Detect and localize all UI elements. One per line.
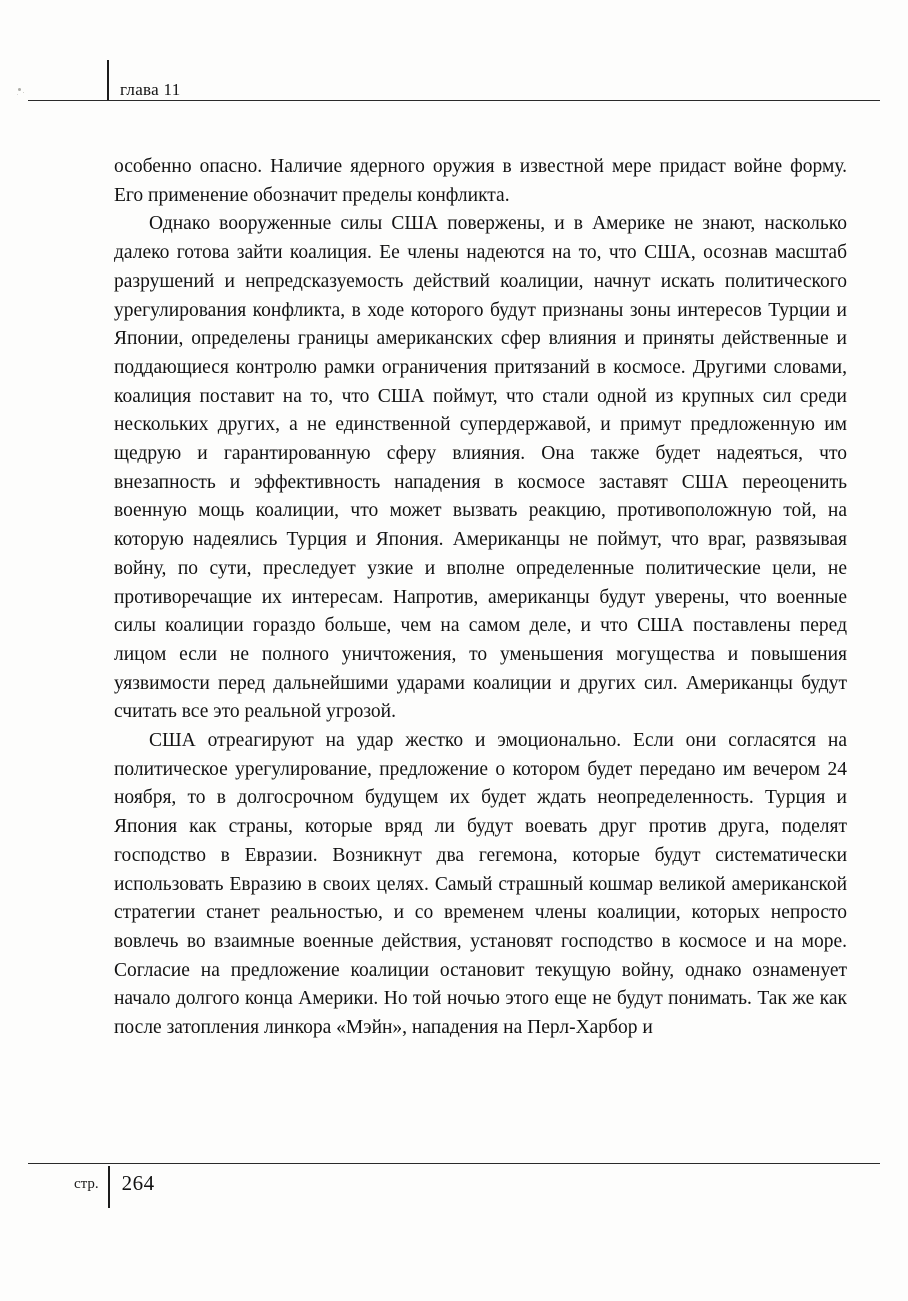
page-number: 264 — [121, 1171, 155, 1195]
paragraph: США отреагируют на удар жестко и эмоционально. Если они согласятся на политическое урегулирование, предложение о котором будет передано им вечером 24 ноября, то в долгосрочном будущем их будет ждать неопределенность. Турция и Япония как страны, которые вряд ли будут воевать друг против друга, поделят господство в Евразии. Возникнут два гегемона, которые будут систематически использовать Евразию в своих целях. Самый страшный кошмар великой американской стратегии станет реальностью, и со временем члены коалиции, которых непросто вовлечь во взаимные военные действия, установят господство в космосе и на море. Согласие на предложение коалиции остановит текущую войну, однако ознаменует начало долгого конца Америки. Но той ночью этого еще не будут понимать. Так же как после затопления линкора «Мэйн», нападения на Перл-Харбор и — [114, 730, 847, 1039]
header-rule — [28, 100, 880, 101]
footer-divider — [108, 1166, 110, 1208]
chapter-label: глава 11 — [120, 80, 181, 99]
scan-artifact — [18, 88, 21, 91]
paragraph: особенно опасно. Наличие ядерного оружия в известной мере придаст войне форму. Его применение обозначит пределы конфликта. — [114, 156, 847, 206]
footer-rule — [28, 1163, 880, 1164]
page-number-label: стр. — [74, 1176, 99, 1192]
paragraph: Однако вооруженные силы США повержены, и в Америке не знают, насколько далеко готова зайти коалиция. Ее члены надеются на то, что США, осознав масштаб разрушений и непредсказуемость действий коалиции, начнут искать политического урегулирования конфликта, в ходе которого будут признаны зоны интересов Турции и Японии, определены границы американских сфер влияния и приняты действенные и поддающиеся контролю рамки ограничения притязаний в космосе. Другими словами, коалиция поставит на то, что США поймут, что стали одной из крупных сил среди нескольких других, а не единственной супердержавой, и примут предложенную им щедрую и гарантированную сферу влияния. Она также будет надеяться, что внезапность и эффективность нападения в космосе заставят США переоценить военную мощь коалиции, что может вызвать реакцию, противоположную той, на которую надеялись Турция и Япония. Американцы не поймут, что враг, развязывая войну, по сути, преследует узкие и вполне определенные политические цели, не противоречащие их интересам. Напротив, американцы будут уверены, что военные силы коалиции гораздо больше, чем на самом деле, и что США поставлены перед лицом если не полного уничтожения, то уменьшения могущества и повышения уязвимости перед дальнейшими ударами коалиции и других сил. Американцы будут считать все это реальной угрозой. — [114, 213, 847, 723]
chapter-header — [107, 60, 181, 101]
page-footer — [74, 1166, 155, 1208]
body-text — [114, 153, 847, 1043]
